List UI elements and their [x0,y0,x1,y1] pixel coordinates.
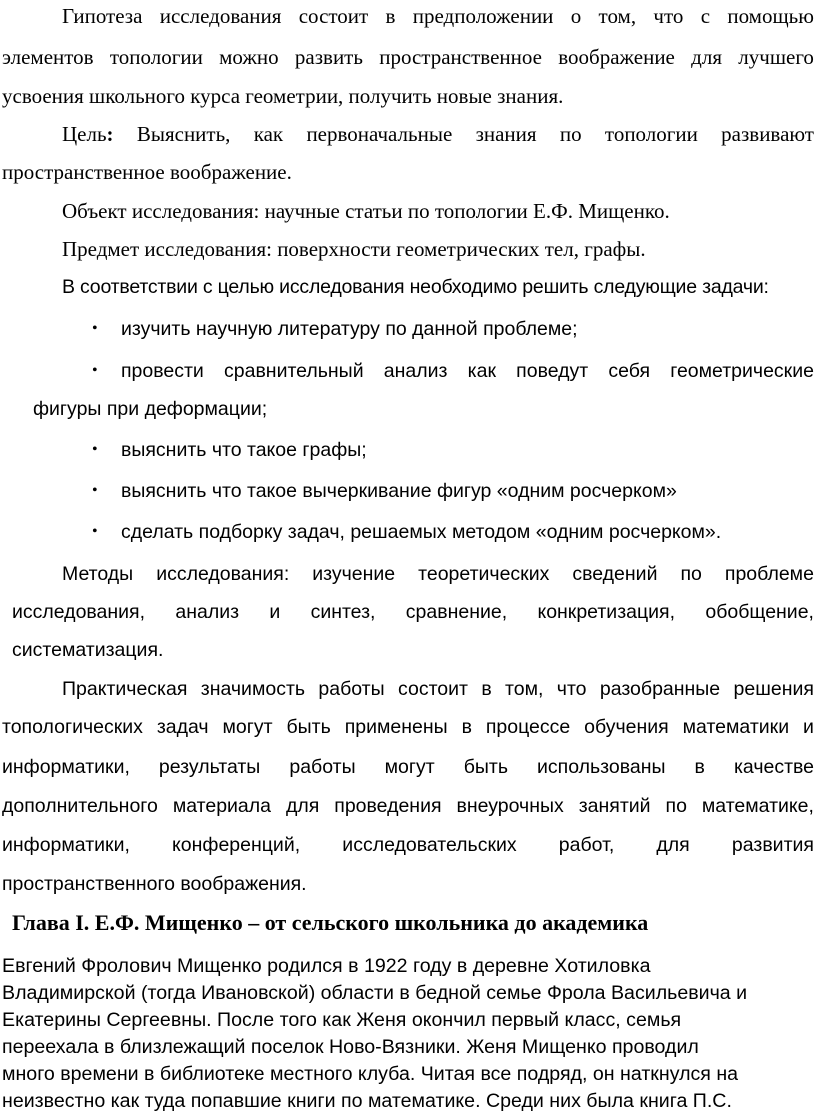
goal-line-1 [62,120,814,148]
practical-line-3-word: результаты [158,756,261,778]
practical-line-5-word: исследовательских [342,834,517,856]
practical-line-2-word: обучения [584,716,669,738]
task-item-2-line-1-word: себя [608,360,651,382]
bullet-icon: • [92,482,98,499]
goal-word: как [253,122,284,146]
task-item-1: изучить научную литературу по данной проблеме; [121,318,578,340]
practical-line-2-word: математики [682,716,790,738]
practical-line-1-word: разобранные [599,678,721,700]
practical-line-3-word: использованы [537,756,666,778]
task-item-5: сделать подборку задач, решаемых методом «одним росчерком». [121,521,722,543]
hypothesis-line-1-word: что [653,4,684,28]
practical-line-3-word: могут [384,756,435,778]
task-item-3: выяснить что такое графы; [121,439,367,461]
practical-line-4-word: дополнительного [2,795,158,817]
hypothesis-line-1-word: в [385,4,396,28]
bullet-icon: • [92,523,98,540]
methods-line-1-word: по [680,563,702,585]
methods-line-2-word: анализ [175,601,240,623]
practical-line-4-word: материала [172,795,271,817]
practical-line-4-word: по [665,795,687,817]
methods-line-1-word: теоретических [418,563,550,585]
practical-line-2-word: быть [286,716,331,738]
methods-line-1-word: сведений [572,563,658,585]
practical-line-1-word: решения [733,678,814,700]
bullet-icon: • [92,362,98,379]
practical-line-4-word: проведения [334,795,442,817]
practical-line-3-word: информатики, [2,756,130,778]
hypothesis-line-2 [2,43,814,71]
practical-line-3 [2,753,814,781]
hypothesis-line-3: усвоения школьного курса геометрии, получить новые знания. [2,84,564,108]
methods-line-1-word: Методы [62,563,134,585]
hypothesis-line-2-word: развить [294,45,363,69]
practical-line-2-word: топологических [2,716,143,738]
methods-line-2-word: обобщение, [705,601,814,623]
practical-line-1-word: что [556,678,587,700]
practical-line-2-word: применены [344,716,448,738]
hypothesis-line-2-word: лучшего [738,45,814,69]
practical-line-1-word: работы [318,678,385,700]
goal-word: первоначальные [306,122,453,146]
task-item-2-line-2: фигуры при деформации; [33,398,268,420]
methods-line-2-word: сравнение, [405,601,508,623]
hypothesis-line-2-word: воображение [558,45,675,69]
task-item-2-line-1-word: геометрические [670,360,814,382]
practical-line-2-word: и [803,716,814,738]
practical-line-4-word: математике, [701,795,814,817]
task-item-2-line-1 [121,357,814,385]
task-item-2-line-1-word: провести [121,360,204,382]
goal-line-2: пространственное воображение. [2,160,292,184]
practical-line-4-word: для [285,795,320,817]
bullet-icon: • [92,441,98,458]
hypothesis-line-1-word: с [700,4,711,28]
hypothesis-line-2-word: можно [219,45,279,69]
methods-line-2-word: конкретизация, [537,601,676,623]
practical-line-1-word: значимость [200,678,306,700]
tasks-intro: В соответствии с целью исследования необходимо решить следующие задачи: [62,276,769,298]
hypothesis-line-1-word: о [570,4,582,28]
practical-line-5-word: работ, [558,834,615,856]
practical-line-4-word: занятий [578,795,651,817]
hypothesis-line-1 [62,2,814,30]
goal-word: развивают [721,122,814,146]
hypothesis-line-1-word: том, [598,4,637,28]
methods-line-1-word: исследования: [156,563,290,585]
hypothesis-line-1-word: предположении [412,4,554,28]
practical-line-4 [2,792,814,820]
research-object: Объект исследования: научные статьи по топологии Е.Ф. Мищенко. [62,199,670,223]
practical-line-1 [62,675,814,703]
practical-line-5-word: развития [731,834,814,856]
chapter-heading: Глава I. Е.Ф. Мищенко – от сельского школьника до академика [12,910,649,935]
practical-line-5-word: информатики, [2,834,130,856]
hypothesis-line-2-word: элементов [2,45,94,69]
practical-line-2 [2,713,814,741]
goal-word: знания [475,122,537,146]
practical-line-2-word: могут [222,716,273,738]
hypothesis-line-1-word: исследования [159,4,282,28]
practical-line-1-word: в [481,678,492,700]
practical-line-2-word: задач [156,716,209,738]
methods-line-2 [12,598,814,626]
practical-line-1-word: состоит [398,678,468,700]
methods-line-2-word: и [269,601,281,623]
hypothesis-line-2-word: пространственное [379,45,542,69]
practical-line-6: пространственного воображения. [2,873,307,895]
goal-word: по [559,122,582,146]
methods-line-1 [62,560,814,588]
methods-line-2-word: исследования, [12,601,146,623]
methods-line-1-word: проблеме [724,563,814,585]
biography-line-4: переехала в близлежащий поселок Ново-Вязники. Женя Мищенко проводил [2,1036,699,1058]
hypothesis-line-2-word: для [691,45,722,69]
practical-line-1-word: том, [505,678,544,700]
goal-word: Выяснить, [136,122,231,146]
task-item-2-line-1-word: анализ [383,360,448,382]
goal-word: топологии [604,122,698,146]
hypothesis-line-1-word: Гипотеза [62,4,143,28]
task-item-2-line-1-word: как [467,360,496,382]
practical-line-1-word: Практическая [62,678,188,700]
methods-line-1-word: изучение [312,563,396,585]
practical-line-3-word: в [694,756,705,778]
methods-line-2-word: синтез, [310,601,376,623]
practical-line-3-word: работы [289,756,356,778]
task-item-2-line-1-word: поведут [516,360,589,382]
goal-label: Цель: [62,122,114,146]
biography-line-3: Екатерины Сергеевны. После того как Женя окончил первый класс, семья [2,1009,682,1031]
research-subject: Предмет исследования: поверхности геометрических тел, графы. [62,237,646,261]
task-item-2-line-1-word: сравнительный [224,360,364,382]
biography-line-2: Владимирской (тогда Ивановской) области в бедной семье Фрола Васильевича и [2,982,748,1004]
biography-line-5: много времени в библиотеке местного клуба. Читая все подряд, он наткнулся на [2,1063,739,1085]
practical-line-2-word: процессе [485,716,571,738]
practical-line-3-word: быть [463,756,508,778]
practical-line-2-word: в [461,716,472,738]
biography-line-1: Евгений Фролович Мищенко родился в 1922 году в деревне Хотиловка [2,955,651,977]
bullet-icon: • [92,320,98,337]
practical-line-5 [2,831,814,859]
practical-line-5-word: конференций, [172,834,301,856]
practical-line-3-word: качестве [733,756,814,778]
methods-line-3: систематизация. [12,639,164,661]
biography-line-6: неизвестно как туда попавшие книги по математике. Среди них была книга П.С. [2,1090,732,1112]
hypothesis-line-1-word: состоит [298,4,369,28]
hypothesis-line-1-word: помощью [727,4,814,28]
practical-line-4-word: внеурочных [456,795,564,817]
hypothesis-line-2-word: топологии [109,45,203,69]
task-item-4: выяснить что такое вычеркивание фигур «одним росчерком» [121,480,677,502]
practical-line-5-word: для [656,834,690,856]
